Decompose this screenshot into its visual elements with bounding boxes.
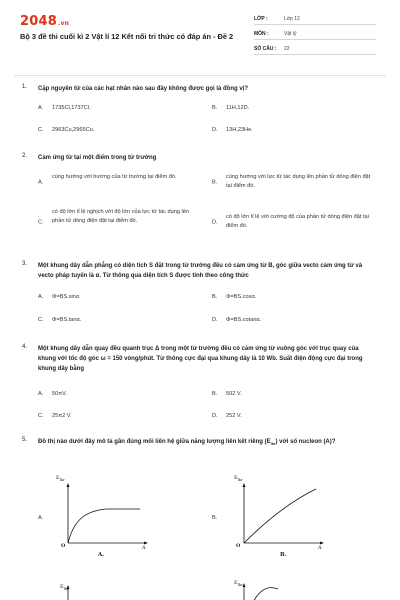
question-text: Một khung dây dẫn quay đều quanh trục Δ trong một từ trường đều có cảm ứng từ vuông góc với trục quay của khung với tốc độ góc ω = 150 vòng/phút. Từ thông cực đại qua khung dây là 10 Wb. Suất điện động cực đại trong khung dây bằng — [38, 346, 363, 372]
option-text: Φ=BS.cosα. — [226, 294, 257, 300]
option-text: có độ lớn tỉ lệ với cường độ của phần tử dòng điện đặt tại điểm đó. — [226, 214, 369, 229]
question-text — [38, 437, 378, 449]
option-text: có độ lớn tỉ lệ nghịch với độ lớn của lực từ tác dụng lên phần tử dòng điện đặt tại điểm đó. — [52, 209, 189, 224]
question-4 — [0, 344, 400, 429]
meta-row-subject — [254, 27, 376, 40]
page-header — [0, 0, 400, 68]
question-text: Một khung dây dẫn phẳng có diện tích S đặt trong từ trường đều có cảm ứng từ B, góc giữa vecto cảm ứng từ và vecto pháp tuyến là α. Từ thông qua diện tích S được tính theo công thức — [38, 263, 363, 279]
option-text: 502 V. — [226, 391, 242, 397]
document-meta — [254, 12, 376, 57]
document-title: Bộ 3 đề thi cuối kì 2 Vật lí 12 Kết nối tri thức có đáp án - Đề 2 — [20, 32, 234, 41]
option-a[interactable] — [38, 390, 198, 399]
x-axis-label: A — [318, 545, 322, 551]
logo-suffix-text: .vn — [57, 20, 70, 27]
option-c[interactable] — [38, 126, 198, 135]
site-logo[interactable] — [20, 14, 69, 29]
graph-option-b[interactable] — [232, 475, 352, 561]
option-text: cùng hướng với hướng của từ trường tại điểm đó. — [52, 174, 177, 180]
question-3 — [0, 261, 400, 331]
option-c[interactable] — [38, 208, 208, 237]
binding-energy-curve — [68, 509, 140, 543]
option-text: 252 V. — [226, 413, 242, 419]
meta-value: 22 — [284, 46, 290, 52]
question-5 — [0, 437, 400, 600]
question-number: 1. — [22, 84, 28, 90]
option-text: 50πV. — [52, 391, 67, 397]
option-text: 25π2 V. — [52, 413, 72, 419]
option-a[interactable] — [38, 293, 198, 302]
option-a[interactable] — [38, 104, 198, 113]
option-d[interactable] — [212, 316, 372, 325]
question-number: 2. — [22, 153, 28, 159]
question-text-part: ) với số nucleon (A)? — [275, 439, 336, 445]
y-axis-label: $E_{lkr}$ — [60, 584, 69, 591]
option-c[interactable] — [38, 316, 198, 325]
option-letter: D. — [212, 127, 218, 133]
graph-caption: A. — [98, 552, 105, 558]
meta-value: Vật lý — [284, 31, 297, 37]
option-letter: B. — [212, 515, 218, 521]
graph-b-svg — [232, 481, 352, 561]
option-letter: C. — [38, 219, 44, 225]
option-letter: A. — [38, 105, 44, 111]
y-axis-label: $E_{lkr}$ — [234, 475, 243, 482]
meta-row-grade — [254, 12, 376, 25]
option-letter: D. — [212, 413, 218, 419]
meta-value: Lớp 12 — [284, 16, 300, 22]
option-letter: C. — [38, 317, 44, 323]
question-1 — [0, 84, 400, 144]
option-text: Φ=BS.cotanα. — [226, 317, 262, 323]
question-text: Cảm ứng từ tại một điểm trong từ trường — [38, 155, 157, 161]
binding-energy-curve — [250, 588, 278, 600]
graph-c-svg — [58, 581, 178, 600]
y-axis-label: $E_{lkr}$ — [56, 475, 65, 482]
question-text: Cặp nguyên tử của các hạt nhân nào sau đây không được gọi là đồng vị? — [38, 86, 248, 92]
option-letter: A. — [38, 391, 44, 397]
option-c[interactable] — [38, 412, 198, 421]
option-letter: C. — [38, 413, 44, 419]
option-text: Φ=BS.tanα. — [52, 317, 82, 323]
option-letter: D. — [212, 219, 218, 226]
option-letter: B. — [212, 105, 218, 111]
option-a[interactable] — [38, 514, 58, 523]
option-letter: A. — [38, 515, 44, 521]
option-text: 11H,12D. — [226, 105, 250, 111]
option-b[interactable] — [212, 173, 382, 193]
option-text: Φ=BS.sinα. — [52, 294, 81, 300]
option-text: 2963Cu,2965Cu. — [52, 127, 95, 133]
question-number: 5. — [22, 437, 28, 443]
question-2 — [0, 153, 400, 253]
header-divider — [14, 75, 386, 76]
option-letter: B. — [212, 179, 218, 186]
option-letter: A. — [38, 294, 44, 300]
y-axis-label: $E_{lkr}$ — [234, 580, 243, 587]
y-axis-arrow — [243, 483, 246, 487]
option-d[interactable] — [212, 126, 372, 135]
question-text-part: Đồ thị nào dưới đây mô tả gần đúng mối liên hệ giữa năng lượng liên kết riêng (E — [38, 439, 271, 445]
graph-option-c[interactable] — [58, 581, 178, 600]
option-letter: B. — [212, 294, 218, 300]
meta-row-count — [254, 42, 376, 55]
option-b[interactable] — [212, 390, 372, 399]
option-text: cùng hướng với lực từ tác dụng lên phần tử dòng điện đặt tại điểm đó. — [226, 174, 371, 189]
meta-label: SỐ CÂU : — [254, 46, 277, 52]
origin-label: O — [61, 543, 66, 549]
origin-label: O — [236, 543, 241, 549]
option-text: 1735Cl,1737Cl. — [52, 105, 91, 111]
x-axis-label: A — [142, 545, 146, 551]
meta-label: LỚP : — [254, 16, 268, 22]
question-text-subscript: lkr — [270, 441, 276, 447]
logo-main-text: 2048 — [20, 14, 57, 29]
question-number: 3. — [22, 261, 28, 267]
option-letter: A. — [38, 179, 44, 186]
option-a[interactable] — [38, 173, 208, 193]
option-d[interactable] — [212, 213, 382, 233]
option-b[interactable] — [212, 104, 372, 113]
question-number: 4. — [22, 344, 28, 350]
meta-label: MÔN : — [254, 31, 269, 37]
option-text: 13H,23He. — [226, 127, 253, 133]
graph-d-svg — [232, 579, 352, 600]
graph-option-a[interactable] — [56, 475, 178, 561]
y-axis-arrow — [67, 483, 70, 487]
option-letter: B. — [212, 391, 218, 397]
option-b[interactable] — [212, 293, 372, 302]
option-letter: D. — [212, 317, 218, 323]
graph-option-d[interactable] — [232, 579, 352, 600]
binding-energy-curve — [244, 489, 316, 543]
graph-caption: B. — [280, 552, 287, 558]
option-letter: C. — [38, 127, 44, 133]
option-b[interactable] — [212, 514, 232, 523]
graph-a-svg — [58, 481, 178, 561]
option-d[interactable] — [212, 412, 372, 421]
